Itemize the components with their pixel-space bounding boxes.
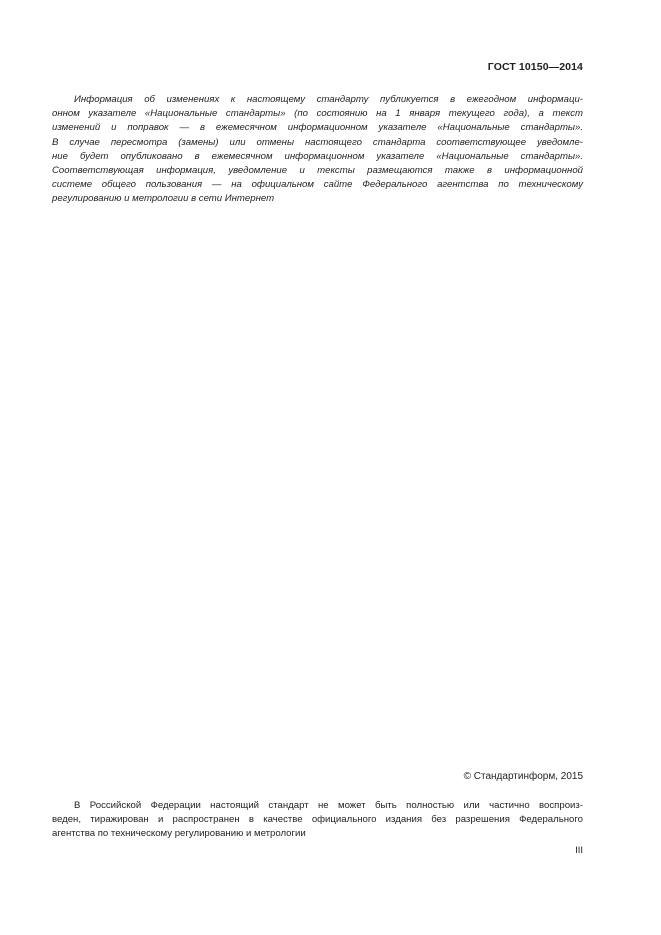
info-line: системе общего пользования — на официальном сайте Федерального агентства по техническому	[52, 179, 583, 191]
info-line: регулированию и метрологии в сети Интернет	[52, 193, 275, 205]
info-line: изменений и поправок — в ежемесячном информационном указателе «Национальные стандарты».	[52, 122, 583, 134]
publication-info-paragraph	[52, 93, 583, 207]
notice-line: В Российской Федерации настоящий стандарт не может быть полностью или частично воспроиз-	[74, 800, 583, 811]
copyright-notice: © Стандартинформ, 2015	[463, 771, 583, 782]
reproduction-notice-paragraph	[52, 799, 583, 842]
info-line: В случае пересмотра (замены) или отмены настоящего стандарта соответствующее уведомле-	[52, 136, 583, 148]
info-line: Соответствующая информация, уведомление и тексты размещаются также в информационной	[52, 165, 583, 177]
info-line: онном указателе «Национальные стандарты» (по состоянию на 1 января текущего года), а текст	[52, 108, 583, 120]
info-line: ние будет опубликовано в ежемесячном информационном указателе «Национальные стандарты».	[52, 150, 583, 162]
info-line: Информация об изменениях к настоящему стандарту публикуется в ежегодном информаци-	[74, 94, 583, 105]
notice-line: веден, тиражирован и распространен в качестве официального издания без разрешения Федерального	[52, 814, 583, 826]
page-number: III	[575, 845, 583, 856]
notice-line: агентства по техническому регулированию и метрологии	[52, 828, 306, 840]
document-code-header: ГОСТ 10150—2014	[487, 61, 583, 73]
